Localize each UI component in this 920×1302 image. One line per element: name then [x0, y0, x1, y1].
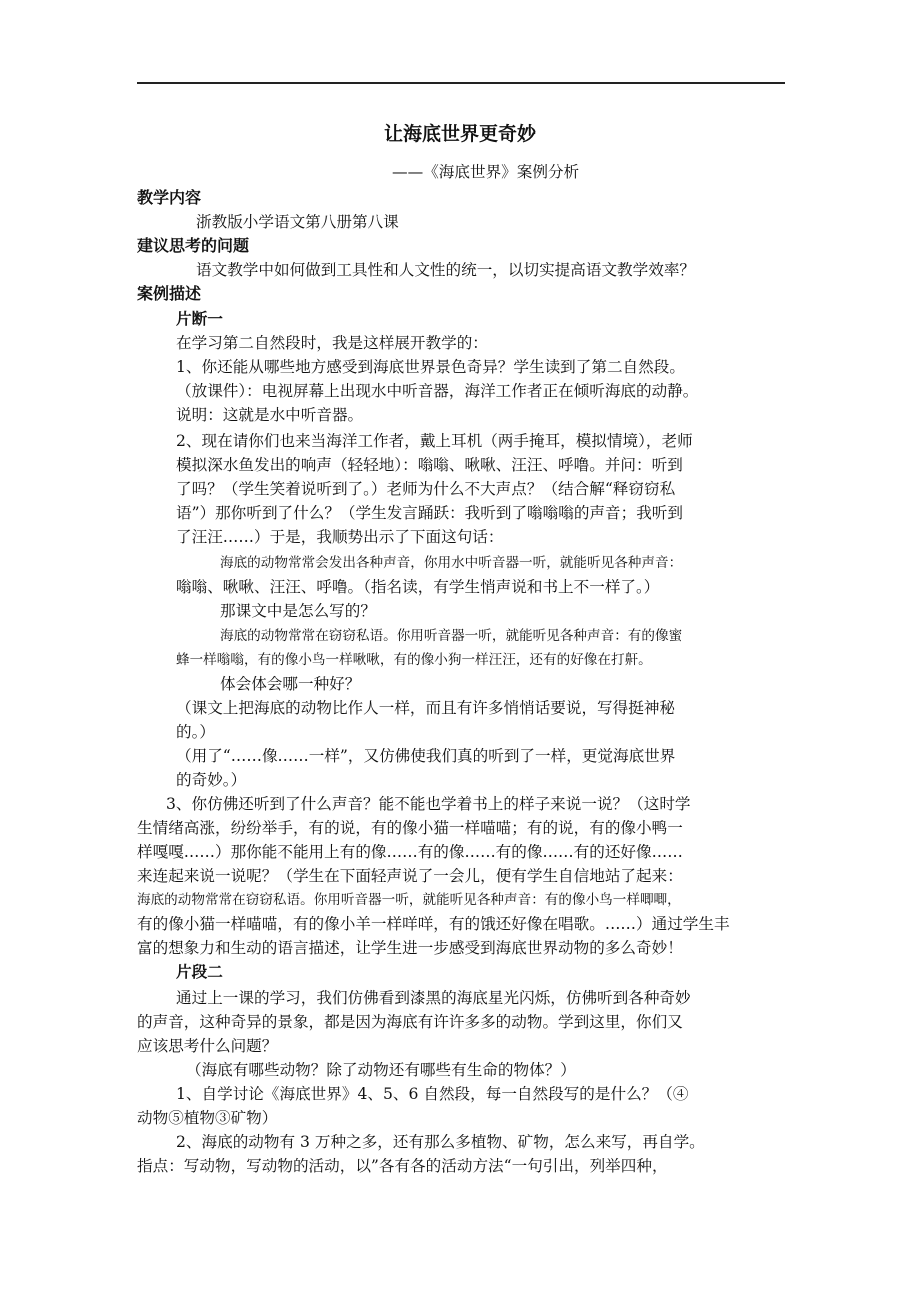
- suggested-question-text: 语文教学中如何做到工具性和人文性的统一，以切实提高语文教学效率？: [196, 261, 696, 279]
- paragraph-line: 通过上一课的学习，我们仿佛看到漆黑的海底星光闪烁，仿佛听到各种奇妙: [176, 989, 691, 1007]
- paragraph-line: 1、你还能从哪些地方感受到海底世界景色奇异？学生读到了第二自然段。: [176, 358, 685, 376]
- paragraph-line: 说明：这就是水中听音器。: [176, 406, 364, 424]
- paragraph-line: 模拟深水鱼发出的响声（轻轻地）：嗡嗡、啾啾、汪汪、呼噜。并问：听到: [176, 456, 683, 474]
- paragraph-line: （放课件）：电视屏幕上出现水中听音器，海洋工作者正在倾听海底的动静。: [176, 382, 699, 400]
- paragraph-line: （海底有哪些动物？除了动物还有哪些有生命的物体？）: [186, 1061, 576, 1079]
- paragraph-line: 应该思考什么问题？: [137, 1037, 278, 1055]
- paragraph-line: 指点：写动物，写动物的活动，以”各有各的活动方法“一句引出，列举四种，: [137, 1157, 668, 1175]
- paragraph-line: 语”）那你听到了什么？（学生发言踊跃：我听到了嗡嗡嗡的声音；我听到: [176, 504, 683, 522]
- paragraph-line: 3、你仿佛还听到了什么声音？能不能也学着书上的样子来说一说？（这时学: [166, 795, 691, 813]
- doc-subtitle: ——《海底世界》案例分析: [392, 163, 580, 181]
- quoted-sentence-line: 海底的动物常常会发出各种声音，你用水中听音器一听，就能听见各种声音：: [220, 555, 683, 571]
- paragraph-line: （用了“……像……一样”，又仿佛使我们真的听到了一样，更觉海底世界: [176, 747, 676, 765]
- paragraph-line: 的声音，这种奇异的景象，都是因为海底有许许多多的动物。学到这里，你们又: [137, 1013, 683, 1031]
- paragraph-line: 1、自学讨论《海底世界》4、5、6 自然段，每一自然段写的是什么？（④: [176, 1085, 689, 1103]
- quoted-sentence-line: 嗡嗡、啾啾、汪汪、呼噜。（指名读，有学生悄声说和书上不一样了。）: [176, 578, 660, 596]
- quoted-sentence-line: 海底的动物常常在窃窃私语。你用听音器一听，就能听见各种声音：有的像小鸟一样唧唧，: [137, 892, 681, 908]
- paragraph-line: 来连起来说一说呢？（学生在下面轻声说了一会儿，便有学生自信地站了起来：: [137, 867, 683, 885]
- heading-suggested-question: 建议思考的问题: [137, 236, 250, 255]
- paragraph-line: 2、现在请你们也来当海洋工作者，戴上耳机（两手掩耳，模拟情境），老师: [176, 432, 693, 450]
- fragment-one-heading: 片断一: [176, 309, 223, 328]
- paragraph-line: 了吗？（学生笑着说听到了。）老师为什么不大声点？（结合解“释窃窃私: [176, 480, 676, 498]
- paragraph-line: 的。）: [176, 723, 215, 741]
- fragment-two-heading: 片段二: [176, 962, 223, 981]
- heading-case-description: 案例描述: [137, 284, 202, 303]
- heading-teaching-content: 教学内容: [137, 188, 202, 207]
- paragraph-line: 2、海底的动物有 3 万种之多，还有那么多植物、矿物，怎么来写，再自学。: [176, 1133, 705, 1151]
- paragraph-line: 有的像小猫一样喵喵，有的像小羊一样咩咩，有的饿还好像在唱歌。……）通过学生丰: [137, 915, 730, 933]
- paragraph-line: 了汪汪……）于是，我顺势出示了下面这句话：: [176, 528, 504, 546]
- paragraph-line: 动物⑤植物③矿物）: [137, 1109, 278, 1127]
- teaching-content-text: 浙教版小学语文第八册第八课: [196, 213, 399, 231]
- quoted-sentence-line: 蜂一样嗡嗡，有的像小鸟一样啾啾，有的像小狗一样汪汪，还有的好像在打鼾。: [176, 652, 652, 668]
- paragraph-line: 生情绪高涨，纷纷举手，有的说，有的像小猫一样喵喵；有的说，有的像小鸭一: [137, 819, 683, 837]
- paragraph-line: 的奇妙。）: [176, 771, 247, 789]
- paragraph-line: 样嘎嘎……）那你能不能用上有的像……有的像……有的像……有的还好像……: [137, 843, 683, 861]
- paragraph-line: 富的想象力和生动的语言描述，让学生进一步感受到海底世界动物的多么奇妙！: [137, 939, 683, 957]
- paragraph-line: （课文上把海底的动物比作人一样，而且有许多悄悄话要说，写得挺神秘: [176, 699, 676, 717]
- paragraph-line: 体会体会哪一种好？: [220, 675, 361, 693]
- doc-title: 让海底世界更奇妙: [383, 123, 536, 145]
- paragraph-line: 那课文中是怎么写的？: [220, 602, 376, 620]
- quoted-sentence-line: 海底的动物常常在窃窃私语。你用听音器一听，就能听见各种声音：有的像蜜: [220, 628, 683, 644]
- paragraph-line: 在学习第二自然段时，我是这样展开教学的：: [176, 334, 488, 352]
- header-rule: [137, 82, 785, 84]
